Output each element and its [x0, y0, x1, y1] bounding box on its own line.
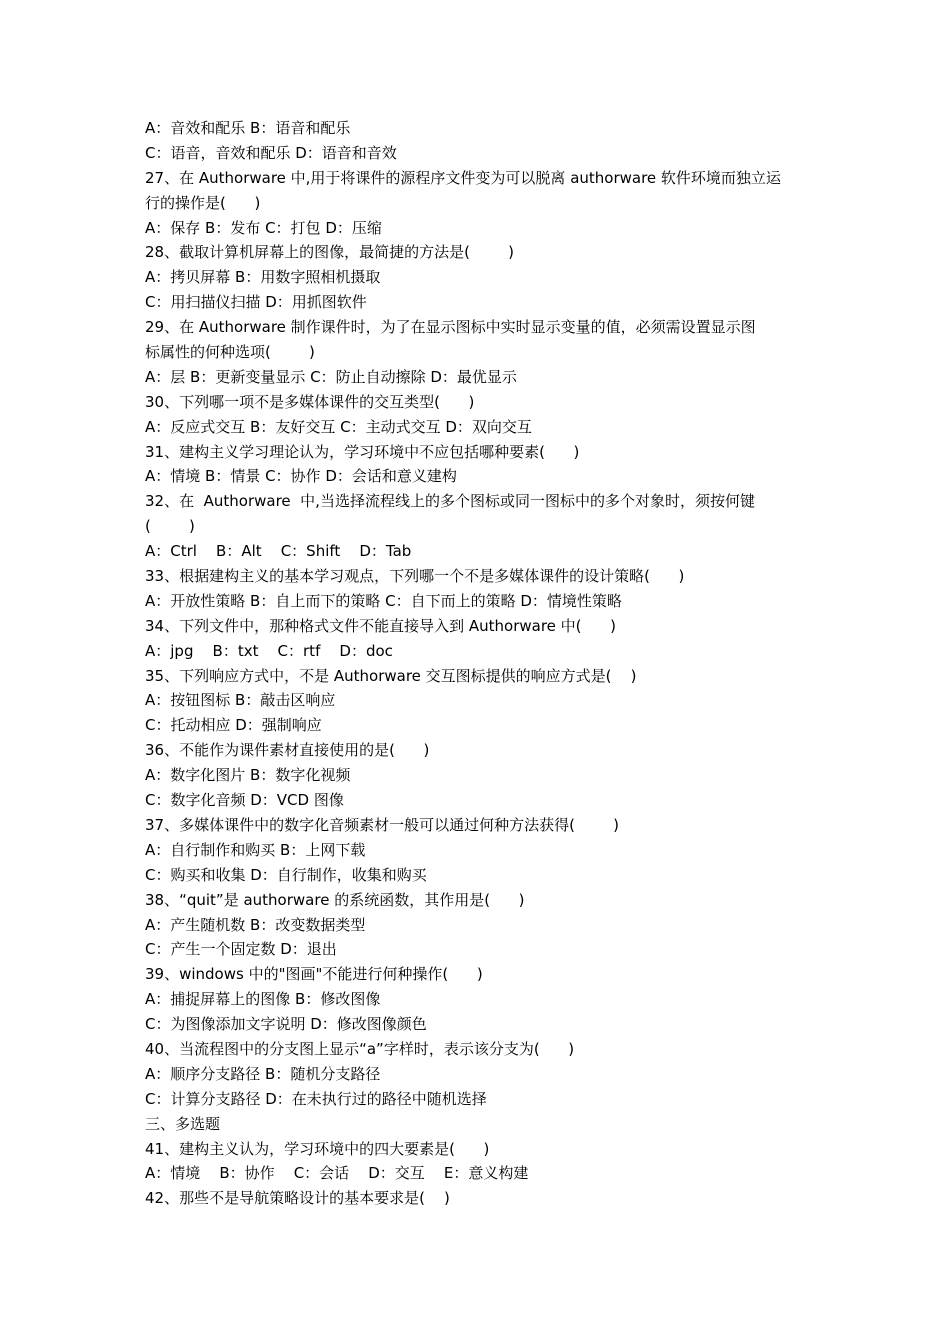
text-line: C：为图像添加文字说明 D：修改图像颜色	[145, 1015, 427, 1034]
text-line: 41、建构主义认为，学习环境中的四大要素是( )	[145, 1139, 490, 1158]
text-line: A：情境 B：情景 C：协作 D：会话和意义建构	[145, 467, 457, 486]
text-line: C：用扫描仪扫描 D：用抓图软件	[145, 293, 367, 312]
text-line: 38、“quit”是 authorware 的系统函数，其作用是( )	[145, 890, 525, 909]
text-line: 29、在 Authorware 制作课件时，为了在显示图标中实时显示变量的值，必须需设置显示图	[145, 318, 756, 337]
text-line: A：情境 B：协作 C：会话 D：交互 E：意义构建	[145, 1164, 529, 1183]
text-line: 39、windows 中的"图画"不能进行何种操作( )	[145, 965, 483, 984]
document-body	[145, 116, 808, 1211]
text-line: A：按钮图标 B：敲击区响应	[145, 691, 336, 710]
text-line: A：捕捉屏幕上的图像 B：修改图像	[145, 990, 381, 1009]
text-line: A：自行制作和购买 B：上网下载	[145, 840, 366, 859]
text-line: C：数字化音频 D：VCD 图像	[145, 791, 344, 810]
text-line: 35、下列响应方式中，不是 Authorware 交互图标提供的响应方式是( )	[145, 666, 637, 685]
text-line: 32、在 Authorware 中,当选择流程线上的多个图标或同一图标中的多个对象时，须按何键	[145, 492, 755, 511]
text-line: 标属性的何种选项( )	[145, 343, 315, 362]
text-line: 三、多选题	[145, 1114, 221, 1133]
text-line: C：计算分支路径 D：在未执行过的路径中随机选择	[145, 1089, 487, 1108]
text-line: 37、多媒体课件中的数字化音频素材一般可以通过何种方法获得( )	[145, 815, 619, 834]
text-line: C：产生一个固定数 D：退出	[145, 940, 337, 959]
text-line: 行的操作是( )	[145, 193, 261, 212]
text-line: A：拷贝屏幕 B：用数字照相机摄取	[145, 268, 381, 287]
text-line: 28、截取计算机屏幕上的图像，最简捷的方法是( )	[145, 243, 514, 262]
text-line: 30、下列哪一项不是多媒体课件的交互类型( )	[145, 392, 475, 411]
text-line: A：开放性策略 B：自上而下的策略 C：自下而上的策略 D：情境性策略	[145, 591, 622, 610]
text-line: A：数字化图片 B：数字化视频	[145, 766, 351, 785]
text-line: 34、下列文件中，那种格式文件不能直接导入到 Authorware 中( )	[145, 616, 616, 635]
text-line: C：托动相应 D：强制响应	[145, 716, 322, 735]
text-line: A：Ctrl B：Alt C：Shift D：Tab	[145, 542, 412, 561]
text-line: A：音效和配乐 B：语音和配乐	[145, 119, 351, 137]
text-line: A：保存 B：发布 C：打包 D：压缩	[145, 218, 382, 237]
text-line: A：顺序分支路径 B：随机分支路径	[145, 1064, 381, 1083]
text-line: A：产生随机数 B：改变数据类型	[145, 915, 366, 934]
text-line: C：语音，音效和配乐 D：语音和音效	[145, 143, 397, 162]
text-line: 42、那些不是导航策略设计的基本要求是( )	[145, 1189, 450, 1208]
text-line: A：层 B：更新变量显示 C：防止自动擦除 D：最优显示	[145, 367, 517, 386]
text-line: A：反应式交互 B：友好交互 C：主动式交互 D：双向交互	[145, 417, 532, 436]
text-line: C：购买和收集 D：自行制作，收集和购买	[145, 865, 427, 884]
text-line: 40、当流程图中的分支图上显示“a”字样时，表示该分支为( )	[145, 1039, 575, 1058]
text-line: 27、在 Authorware 中,用于将课件的源程序文件变为可以脱离 authorware 软件环境而独立运	[145, 168, 781, 187]
text-line: 31、建构主义学习理论认为，学习环境中不应包括哪种要素( )	[145, 442, 580, 461]
text-line: ( )	[145, 517, 195, 536]
text-line: A：jpg B：txt C：rtf D：doc	[145, 641, 393, 660]
text-line: 33、根据建构主义的基本学习观点，下列哪一个不是多媒体课件的设计策略( )	[145, 567, 685, 586]
text-line: 36、不能作为课件素材直接使用的是( )	[145, 741, 430, 760]
